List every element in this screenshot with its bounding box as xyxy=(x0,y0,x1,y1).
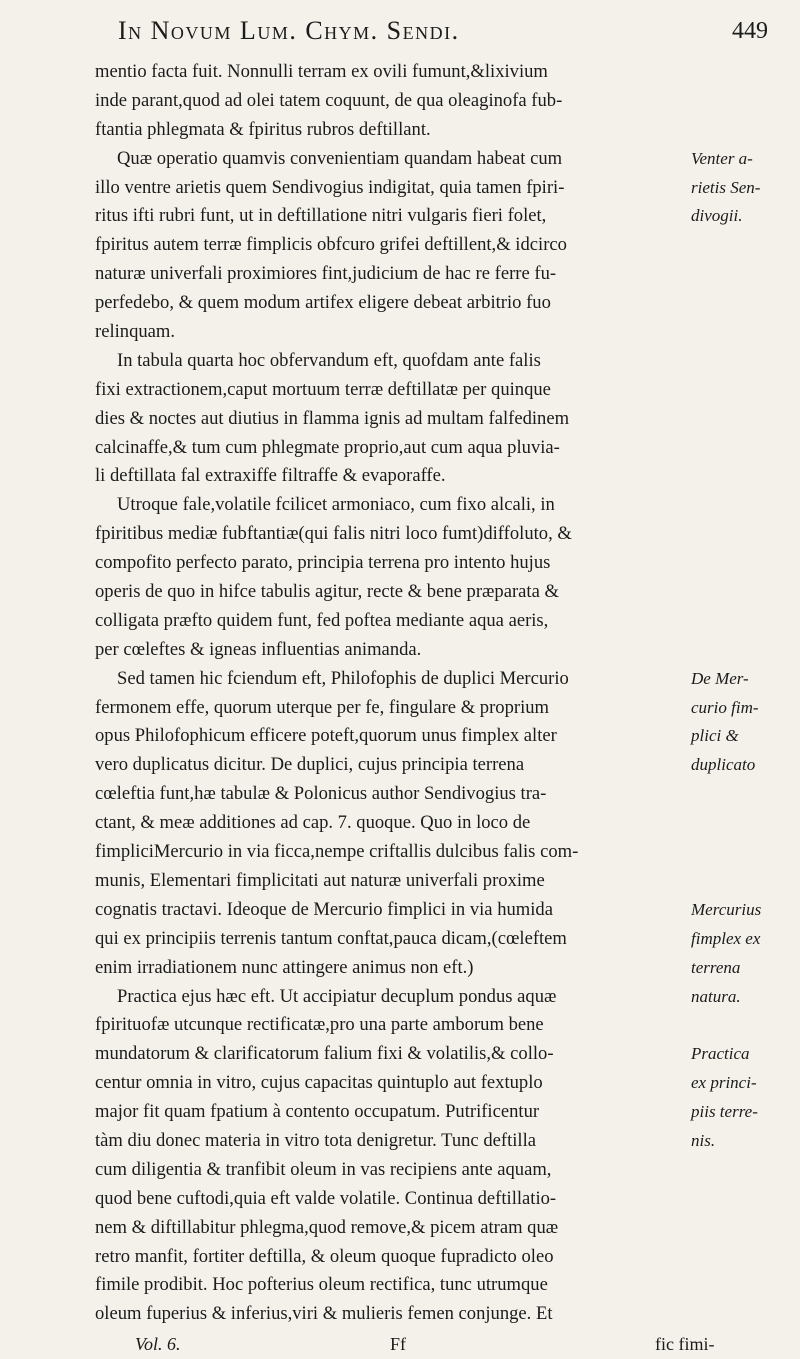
body-text xyxy=(95,58,763,1329)
line-text: dies & noctes aut diutius in flamma ignis ad multam falfedinem xyxy=(95,407,570,429)
text-line xyxy=(95,1069,763,1098)
line-text: fimile prodibit. Hoc pofterius oleum rectifica, tunc utrumque xyxy=(95,1274,548,1296)
line-text: ritus ifti rubri funt, ut in deftillatione nitri vulgaris fieri folet, xyxy=(95,205,547,227)
marginal-note: Mercurius xyxy=(691,899,762,919)
marginal-note: fimplex ex xyxy=(691,928,761,948)
text-line xyxy=(95,145,763,174)
text-line xyxy=(95,694,763,723)
text-line xyxy=(95,231,763,260)
text-line xyxy=(95,405,763,434)
text-line xyxy=(95,751,763,780)
line-text: nem & diftillabitur phlegma,quod remove,& picem atram quæ xyxy=(95,1216,559,1238)
catchword: fic fimi- xyxy=(655,1334,715,1355)
text-line xyxy=(95,925,763,954)
text-line xyxy=(95,260,763,289)
line-text: Sed tamen hic fciendum eft, Philofophis de duplici Mercurio xyxy=(117,667,569,689)
marginal-note: Venter a- xyxy=(691,148,753,168)
text-line xyxy=(95,87,763,116)
text-line xyxy=(95,434,763,463)
marginal-note: Practica xyxy=(691,1044,750,1064)
line-text: centur omnia in vitro, cujus capacitas quintuplo aut fextuplo xyxy=(95,1072,543,1094)
text-line xyxy=(95,347,763,376)
text-line xyxy=(95,491,763,520)
volume-signature: Vol. 6. xyxy=(135,1334,181,1355)
line-text: vero duplicatus dicitur. De duplici, cujus principia terrena xyxy=(95,754,525,776)
text-line xyxy=(95,867,763,896)
line-text: operis de quo in hifce tabulis agitur, recte & bene præparata & xyxy=(95,581,559,603)
running-head: In Novum Lum. Chym. Sendi. xyxy=(118,16,460,45)
text-line xyxy=(95,1300,763,1329)
line-text: retro manfit, fortiter deftilla, & oleum quoque fupradicto oleo xyxy=(95,1245,554,1267)
text-line xyxy=(95,1185,763,1214)
text-line xyxy=(95,780,763,809)
text-line xyxy=(95,289,763,318)
line-text: li deftillata fal extraxiffe filtraffe & evaporaffe. xyxy=(95,465,446,487)
line-text: oleum fuperius & inferius,viri & mulieris femen conjunge. Et xyxy=(95,1303,553,1325)
text-line xyxy=(95,665,763,694)
line-text: fimpliciMercurio in via ficca,nempe criftallis dulcibus falis com- xyxy=(95,841,579,863)
line-text: cœleftia funt,hæ tabulæ & Polonicus author Sendivogius tra- xyxy=(95,783,547,805)
text-line xyxy=(95,896,763,925)
page-header xyxy=(88,14,768,58)
line-text: colligata præfto quidem funt, fed poftea mediante aqua aeris, xyxy=(95,609,549,631)
text-line xyxy=(95,318,763,347)
text-line xyxy=(95,636,763,665)
page-number: 449 xyxy=(732,18,768,44)
marginal-note: duplicato xyxy=(691,755,756,775)
text-line xyxy=(95,607,763,636)
line-text: fixi extractionem,caput mortuum terræ deftillatæ per quinque xyxy=(95,378,551,400)
line-text: illo ventre arietis quem Sendivogius indigitat, quia tamen fpiri- xyxy=(95,176,565,198)
text-line xyxy=(95,578,763,607)
line-text: ctant, & meæ additiones ad cap. 7. quoque. Quo in loco de xyxy=(95,812,531,834)
line-text: fpirituofæ utcunque rectificatæ,pro una parte amborum bene xyxy=(95,1014,544,1036)
gathering-signature: Ff xyxy=(390,1334,407,1355)
line-text: perfedebo, & quem modum artifex eligere debeat arbitrio fuo xyxy=(95,292,551,314)
page-footer xyxy=(95,1329,763,1359)
marginal-note: plici & xyxy=(691,726,739,746)
marginal-note: curio fim- xyxy=(691,697,759,717)
text-line xyxy=(95,1127,763,1156)
marginal-note: divogii. xyxy=(691,206,743,226)
text-line xyxy=(95,462,763,491)
marginal-note: ex princi- xyxy=(691,1073,757,1093)
line-text: naturæ univerfali proximiores fint,judicium de hac re ferre fu- xyxy=(95,263,557,285)
text-line xyxy=(95,954,763,983)
text-line xyxy=(95,1243,763,1272)
text-line xyxy=(95,1156,763,1185)
line-text: quod bene cuftodi,quia eft valde volatile. Continua deftillatio- xyxy=(95,1187,557,1209)
line-text: compofito perfecto parato, principia terrena pro intento hujus xyxy=(95,552,551,574)
text-line xyxy=(95,1098,763,1127)
text-line xyxy=(95,1040,763,1069)
text-line xyxy=(95,1011,763,1040)
line-text: inde parant,quod ad olei tatem coquunt, de qua oleaginofa fub- xyxy=(95,89,563,111)
text-line xyxy=(95,174,763,203)
line-text: munis, Elementari fimplicitati aut naturæ univerfali proxime xyxy=(95,869,545,891)
line-text: per cœleftes & igneas influentias animanda. xyxy=(95,638,422,660)
text-line xyxy=(95,838,763,867)
line-text: Practica ejus hæc eft. Ut accipiatur decuplum pondus aquæ xyxy=(117,985,557,1007)
line-text: relinquam. xyxy=(95,321,176,343)
line-text: opus Philofophicum efficere poteft,quorum unus fimplex alter xyxy=(95,725,557,747)
text-line xyxy=(95,1271,763,1300)
line-text: ftantia phlegmata & fpiritus rubros deftillant. xyxy=(95,118,431,140)
text-line xyxy=(95,983,763,1012)
text-line xyxy=(95,202,763,231)
text-line xyxy=(95,549,763,578)
line-text: fermonem effe, quorum uterque per fe, fingulare & proprium xyxy=(95,696,550,718)
line-text: Utroque fale,volatile fcilicet armoniaco, cum fixo alcali, in xyxy=(117,494,555,516)
line-text: tàm diu donec materia in vitro tota denigretur. Tunc deftilla xyxy=(95,1129,536,1151)
line-text: mundatorum & clarificatorum falium fixi & volatilis,& collo- xyxy=(95,1043,554,1065)
line-text: fpiritus autem terræ fimplicis obfcuro grifei deftillent,& idcirco xyxy=(95,234,567,256)
line-text: fpiritibus mediæ fubftantiæ(qui falis nitri loco fumt)diffoluto, & xyxy=(95,523,572,545)
marginal-note: natura. xyxy=(691,986,741,1006)
text-line xyxy=(95,809,763,838)
marginal-note: De Mer- xyxy=(691,668,749,688)
line-text: cum diligentia & tranfibit oleum in vas recipiens ante aquam, xyxy=(95,1158,552,1180)
marginal-note: nis. xyxy=(691,1130,716,1150)
line-text: enim irradiationem nunc attingere animus non eft.) xyxy=(95,956,474,978)
line-text: In tabula quarta hoc obfervandum eft, quofdam ante falis xyxy=(117,349,541,371)
line-text: major fit quam fpatium à contento occupatum. Putrificentur xyxy=(95,1101,540,1123)
marginal-note: rietis Sen- xyxy=(691,177,761,197)
marginal-note: piis terre- xyxy=(691,1102,758,1122)
line-text: mentio facta fuit. Nonnulli terram ex ovili fumunt,&lixivium xyxy=(95,61,548,82)
text-line xyxy=(95,376,763,405)
line-text: cognatis tractavi. Ideoque de Mercurio fimplici in via humida xyxy=(95,898,553,920)
line-text: calcinaffe,& tum cum phlegmate proprio,aut cum aqua pluvia- xyxy=(95,436,560,458)
line-text: qui ex principiis terrenis tantum conftat,pauca dicam,(cœleftem xyxy=(95,927,567,949)
line-text: Quæ operatio quamvis convenientiam quandam habeat cum xyxy=(117,147,563,169)
marginal-note: terrena xyxy=(691,957,741,977)
text-line xyxy=(95,1214,763,1243)
text-line xyxy=(95,722,763,751)
text-line xyxy=(95,520,763,549)
text-line xyxy=(95,58,763,87)
text-line xyxy=(95,116,763,145)
